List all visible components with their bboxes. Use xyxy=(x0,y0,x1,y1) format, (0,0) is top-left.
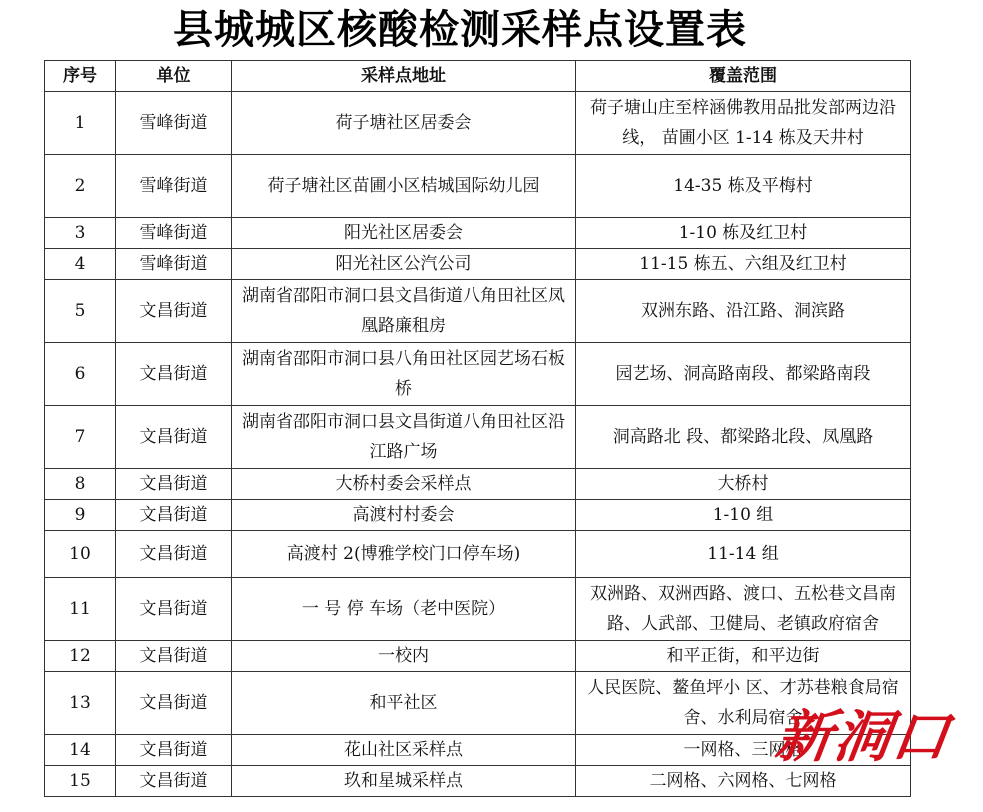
cell-coverage: 14-35 栋及平梅村 xyxy=(576,155,911,218)
cell-address: 和平社区 xyxy=(232,672,576,735)
table-row xyxy=(45,500,911,531)
cell-num: 5 xyxy=(45,280,116,343)
cell-num: 12 xyxy=(45,641,116,672)
cell-coverage: 荷子塘山庄至梓涵佛教用品批发部两边沿线， 苗圃小区 1-14 栋及天井村 xyxy=(576,92,911,155)
cell-address: 一校内 xyxy=(232,641,576,672)
cell-address: 花山社区采样点 xyxy=(232,735,576,766)
cell-coverage: 11-14 组 xyxy=(576,531,911,578)
table-row xyxy=(45,735,911,766)
table-row xyxy=(45,155,911,218)
cell-unit: 文昌街道 xyxy=(116,735,232,766)
cell-unit: 文昌街道 xyxy=(116,469,232,500)
cell-coverage: 1-10 栋及红卫村 xyxy=(576,218,911,249)
table-body xyxy=(45,92,911,797)
watermark-logo: 新洞口 xyxy=(771,705,955,770)
cell-address: 阳光社区公汽公司 xyxy=(232,249,576,280)
table-row xyxy=(45,578,911,641)
cell-coverage: 一网格、三网格 xyxy=(576,735,911,766)
cell-num: 10 xyxy=(45,531,116,578)
cell-coverage: 人民医院、鳌鱼坪小 区、才苏巷粮食局宿舍、水利局宿舍 xyxy=(576,672,911,735)
cell-coverage: 双洲东路、沿江路、洞滨路 xyxy=(576,280,911,343)
cell-num: 1 xyxy=(45,92,116,155)
cell-address: 湖南省邵阳市洞口县八角田社区园艺场石板桥 xyxy=(232,343,576,406)
cell-coverage: 园艺场、洞高路南段、都梁路南段 xyxy=(576,343,911,406)
table-row xyxy=(45,672,911,735)
table-row xyxy=(45,218,911,249)
table-row xyxy=(45,343,911,406)
cell-unit: 文昌街道 xyxy=(116,531,232,578)
cell-num: 13 xyxy=(45,672,116,735)
header-coverage: 覆盖范围 xyxy=(576,61,911,92)
cell-unit: 雪峰街道 xyxy=(116,92,232,155)
header-address: 采样点地址 xyxy=(232,61,576,92)
table-row xyxy=(45,641,911,672)
cell-address: 大桥村委会采样点 xyxy=(232,469,576,500)
table-row xyxy=(45,766,911,797)
cell-num: 9 xyxy=(45,500,116,531)
cell-coverage: 大桥村 xyxy=(576,469,911,500)
cell-address: 高渡村 2(博雅学校门口停车场) xyxy=(232,531,576,578)
cell-num: 4 xyxy=(45,249,116,280)
table-row xyxy=(45,531,911,578)
table-row xyxy=(45,469,911,500)
cell-coverage: 双洲路、双洲西路、渡口、五松巷文昌南路、人武部、卫健局、老镇政府宿舍 xyxy=(576,578,911,641)
cell-num: 11 xyxy=(45,578,116,641)
cell-num: 14 xyxy=(45,735,116,766)
cell-address: 荷子塘社区苗圃小区桔城国际幼儿园 xyxy=(232,155,576,218)
cell-unit: 文昌街道 xyxy=(116,766,232,797)
cell-address: 荷子塘社区居委会 xyxy=(232,92,576,155)
cell-unit: 雪峰街道 xyxy=(116,249,232,280)
table-row xyxy=(45,249,911,280)
table-row xyxy=(45,406,911,469)
cell-unit: 文昌街道 xyxy=(116,641,232,672)
cell-num: 2 xyxy=(45,155,116,218)
cell-num: 3 xyxy=(45,218,116,249)
cell-num: 6 xyxy=(45,343,116,406)
cell-unit: 文昌街道 xyxy=(116,500,232,531)
cell-address: 湖南省邵阳市洞口县文昌街道八角田社区凤凰路廉租房 xyxy=(232,280,576,343)
cell-unit: 文昌街道 xyxy=(116,672,232,735)
header-unit: 单位 xyxy=(116,61,232,92)
cell-unit: 雪峰街道 xyxy=(116,155,232,218)
header-num: 序号 xyxy=(45,61,116,92)
cell-unit: 文昌街道 xyxy=(116,406,232,469)
cell-unit: 雪峰街道 xyxy=(116,218,232,249)
cell-unit: 文昌街道 xyxy=(116,343,232,406)
sampling-site-table xyxy=(44,60,911,797)
table-row xyxy=(45,92,911,155)
cell-address: 玖和星城采样点 xyxy=(232,766,576,797)
cell-address: 一 号 停 车场（老中医院） xyxy=(232,578,576,641)
cell-coverage: 11-15 栋五、六组及红卫村 xyxy=(576,249,911,280)
cell-num: 8 xyxy=(45,469,116,500)
cell-coverage: 洞高路北 段、都梁路北段、凤凰路 xyxy=(576,406,911,469)
cell-unit: 文昌街道 xyxy=(116,578,232,641)
cell-num: 7 xyxy=(45,406,116,469)
cell-num: 15 xyxy=(45,766,116,797)
table-row xyxy=(45,280,911,343)
cell-address: 高渡村村委会 xyxy=(232,500,576,531)
cell-coverage: 二网格、六网格、七网格 xyxy=(576,766,911,797)
cell-address: 湖南省邵阳市洞口县文昌街道八角田社区沿江路广场 xyxy=(232,406,576,469)
cell-coverage: 和平正街，和平边街 xyxy=(576,641,911,672)
table-header-row xyxy=(45,61,911,92)
cell-address: 阳光社区居委会 xyxy=(232,218,576,249)
cell-unit: 文昌街道 xyxy=(116,280,232,343)
cell-coverage: 1-10 组 xyxy=(576,500,911,531)
document-title: 县城城区核酸检测采样点设置表 xyxy=(173,7,747,53)
